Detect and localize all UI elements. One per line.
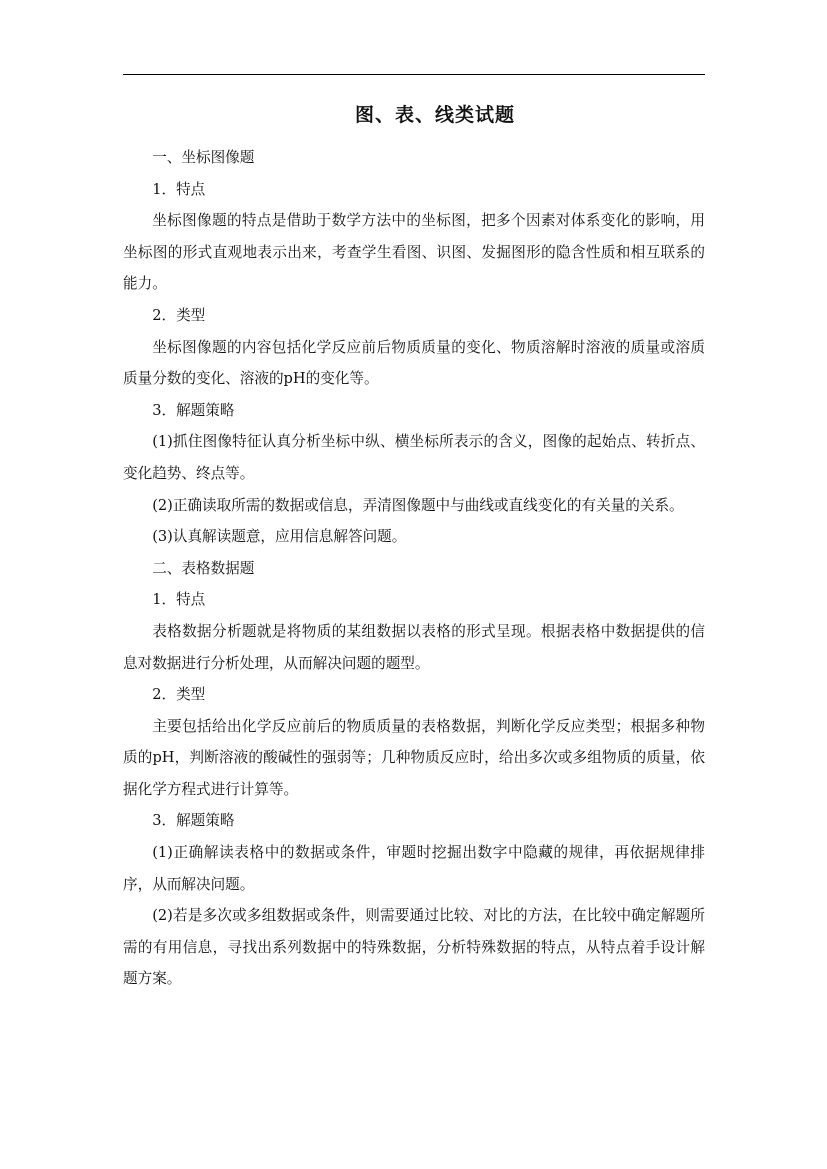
subsection-heading: 1．特点 [152,180,206,198]
subsection-heading: 3．解题策略 [152,401,235,419]
body-paragraph: (2)若是多次或多组数据或条件，则需要通过比较、对比的方法，在比较中确定解题所需的有用信息，寻找出系列数据中的特殊数据，分析特殊数据的特点，从特点着手设计解题方案。 [123,907,705,988]
subsection-heading: 3．解题策略 [152,812,235,830]
section-heading: 二、表格数据题 [152,559,255,577]
body-paragraph: (3)认真解读题意，应用信息解答问题。 [152,528,407,546]
body-paragraph: 坐标图像题的内容包括化学反应前后物质质量的变化、物质溶解时溶液的质量或溶质质量分数的变化、溶液的pH的变化等。 [123,338,705,388]
document-body [123,142,705,995]
subsection-heading: 2．类型 [152,686,206,704]
subsection-heading: 1．特点 [152,591,206,609]
page-title: 图、表、线类试题 [354,104,515,126]
body-paragraph: (2)正确读取所需的数据或信息，弄清图像题中与曲线或直线变化的有关量的关系。 [152,496,684,514]
body-paragraph: 坐标图像题的特点是借助于数学方法中的坐标图，把多个因素对体系变化的影响，用坐标图的形式直观地表示出来，考查学生看图、识图、发掘图形的隐含性质和相互联系的能力。 [123,212,705,293]
body-paragraph: 表格数据分析题就是将物质的某组数据以表格的形式呈现。根据表格中数据提供的信息对数据进行分析处理，从而解决问题的题型。 [123,622,705,672]
header-rule [123,74,705,75]
body-paragraph: 主要包括给出化学反应前后的物质质量的表格数据，判断化学反应类型；根据多种物质的pH，判断溶液的酸碱性的强弱等；几种物质反应时，给出多次或多组物质的质量，依据化学方程式进行计算等。 [123,717,705,798]
body-paragraph: (1)抓住图像特征认真分析坐标中纵、横坐标所表示的含义，图像的起始点、转折点、变化趋势、终点等。 [123,433,705,482]
subsection-heading: 2．类型 [152,306,206,324]
section-heading: 一、坐标图像题 [152,149,255,166]
body-paragraph: (1)正确解读表格中的数据或条件，审题时挖掘出数字中隐藏的规律，再依据规律排序，从而解决问题。 [123,844,705,893]
